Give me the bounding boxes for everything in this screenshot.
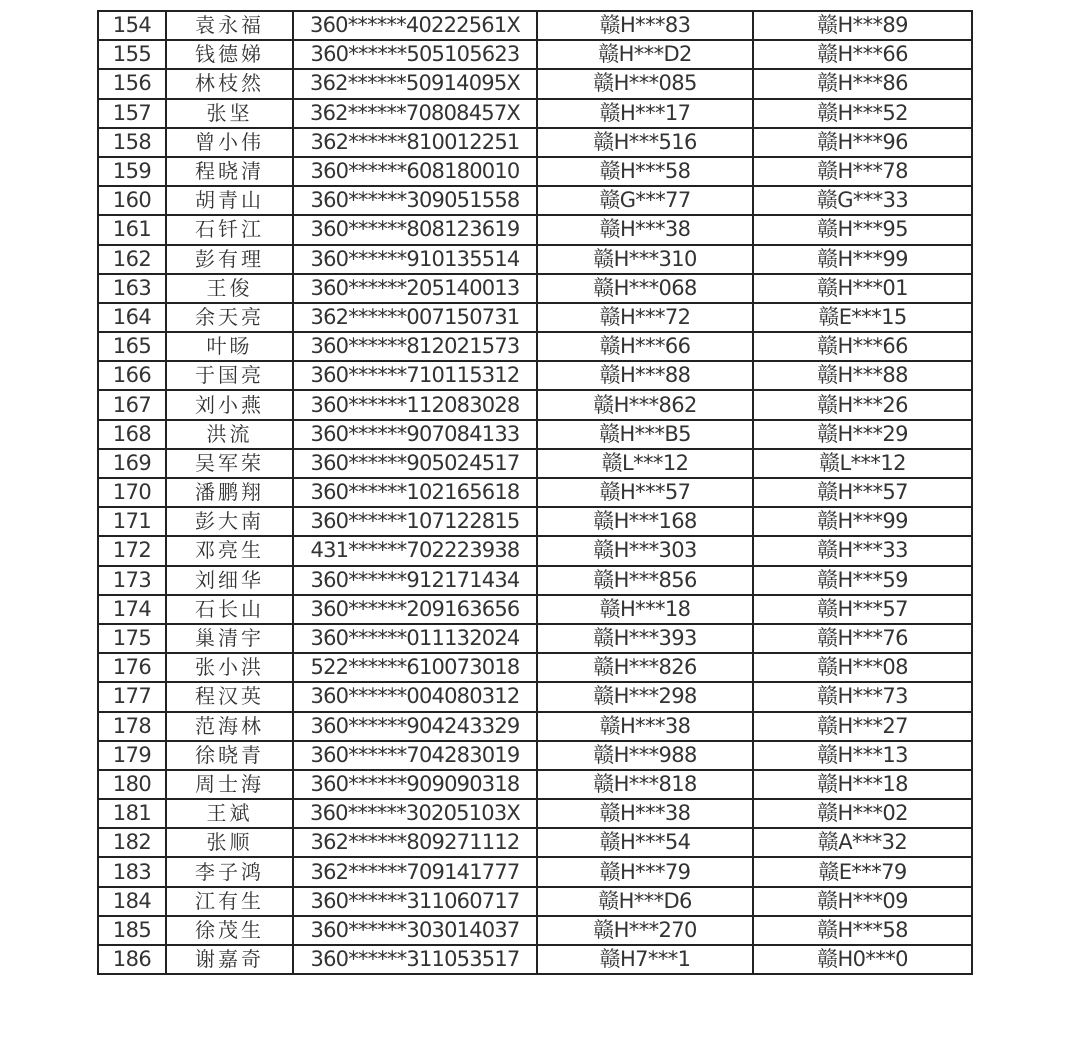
- plate-number-b-cell: 赣H***99: [753, 245, 972, 274]
- row-number-cell: 169: [98, 449, 166, 478]
- row-number-cell: 172: [98, 536, 166, 565]
- table-row: [98, 11, 972, 40]
- row-number-cell: 170: [98, 478, 166, 507]
- plate-number-b-cell: 赣H***01: [753, 274, 972, 303]
- table-row: [98, 449, 972, 478]
- row-number-cell: 182: [98, 828, 166, 857]
- plate-number-a-cell: 赣L***12: [537, 449, 753, 478]
- plate-number-a-cell: 赣H***38: [537, 712, 753, 741]
- row-number-cell: 156: [98, 69, 166, 98]
- person-name-cell: 徐茂生: [166, 916, 293, 945]
- id-number-cell: 360******704283019: [293, 741, 537, 770]
- id-number-cell: 360******309051558: [293, 186, 537, 215]
- person-name-cell: 巢清宇: [166, 624, 293, 653]
- plate-number-a-cell: 赣G***77: [537, 186, 753, 215]
- table-row: [98, 595, 972, 624]
- id-number-cell: 362******007150731: [293, 303, 537, 332]
- id-number-cell: 360******808123619: [293, 215, 537, 244]
- person-name-cell: 袁永福: [166, 11, 293, 40]
- row-number-cell: 155: [98, 40, 166, 69]
- row-number-cell: 164: [98, 303, 166, 332]
- id-number-cell: 522******610073018: [293, 653, 537, 682]
- plate-number-b-cell: 赣H0***0: [753, 945, 972, 974]
- plate-number-a-cell: 赣H***826: [537, 653, 753, 682]
- plate-number-b-cell: 赣E***79: [753, 857, 972, 886]
- row-number-cell: 186: [98, 945, 166, 974]
- row-number-cell: 174: [98, 595, 166, 624]
- person-name-cell: 周士海: [166, 770, 293, 799]
- id-number-cell: 360******812021573: [293, 332, 537, 361]
- plate-number-a-cell: 赣H***54: [537, 828, 753, 857]
- row-number-cell: 180: [98, 770, 166, 799]
- person-name-cell: 吴军荣: [166, 449, 293, 478]
- id-number-cell: 360******30205103X: [293, 799, 537, 828]
- plate-number-b-cell: 赣H***88: [753, 361, 972, 390]
- plate-number-a-cell: 赣H***D6: [537, 887, 753, 916]
- plate-number-b-cell: 赣H***59: [753, 566, 972, 595]
- plate-number-a-cell: 赣H***516: [537, 128, 753, 157]
- person-name-cell: 王斌: [166, 799, 293, 828]
- plate-number-b-cell: 赣H***66: [753, 332, 972, 361]
- row-number-cell: 158: [98, 128, 166, 157]
- row-number-cell: 168: [98, 420, 166, 449]
- id-number-cell: 360******909090318: [293, 770, 537, 799]
- plate-number-b-cell: 赣H***86: [753, 69, 972, 98]
- plate-number-a-cell: 赣H***18: [537, 595, 753, 624]
- person-name-cell: 张坚: [166, 99, 293, 128]
- row-number-cell: 165: [98, 332, 166, 361]
- table-row: [98, 157, 972, 186]
- id-number-cell: 360******904243329: [293, 712, 537, 741]
- plate-number-b-cell: 赣H***73: [753, 682, 972, 711]
- row-number-cell: 183: [98, 857, 166, 886]
- row-number-cell: 154: [98, 11, 166, 40]
- table-row: [98, 303, 972, 332]
- row-number-cell: 157: [98, 99, 166, 128]
- plate-number-a-cell: 赣H***17: [537, 99, 753, 128]
- id-number-cell: 360******112083028: [293, 390, 537, 419]
- row-number-cell: 173: [98, 566, 166, 595]
- table-row: [98, 245, 972, 274]
- id-number-cell: 360******107122815: [293, 507, 537, 536]
- plate-number-a-cell: 赣H***818: [537, 770, 753, 799]
- id-number-cell: 362******50914095X: [293, 69, 537, 98]
- table-row: [98, 799, 972, 828]
- id-number-cell: 360******910135514: [293, 245, 537, 274]
- row-number-cell: 163: [98, 274, 166, 303]
- person-name-cell: 邓亮生: [166, 536, 293, 565]
- plate-number-a-cell: 赣H***270: [537, 916, 753, 945]
- plate-number-a-cell: 赣H***79: [537, 857, 753, 886]
- person-name-cell: 余天亮: [166, 303, 293, 332]
- id-number-cell: 360******205140013: [293, 274, 537, 303]
- table-row: [98, 332, 972, 361]
- table-row: [98, 916, 972, 945]
- id-number-cell: 360******209163656: [293, 595, 537, 624]
- table-row: [98, 566, 972, 595]
- plate-number-b-cell: 赣G***33: [753, 186, 972, 215]
- plate-number-a-cell: 赣H***D2: [537, 40, 753, 69]
- id-number-cell: 360******004080312: [293, 682, 537, 711]
- table-row: [98, 128, 972, 157]
- id-number-cell: 360******311060717: [293, 887, 537, 916]
- person-name-cell: 刘小燕: [166, 390, 293, 419]
- id-number-cell: 362******810012251: [293, 128, 537, 157]
- person-name-cell: 谢嘉奇: [166, 945, 293, 974]
- table-row: [98, 40, 972, 69]
- plate-number-a-cell: 赣H***393: [537, 624, 753, 653]
- person-name-cell: 胡青山: [166, 186, 293, 215]
- row-number-cell: 160: [98, 186, 166, 215]
- plate-number-a-cell: 赣H***72: [537, 303, 753, 332]
- table-row: [98, 99, 972, 128]
- plate-number-b-cell: 赣H***27: [753, 712, 972, 741]
- row-number-cell: 179: [98, 741, 166, 770]
- table-row: [98, 390, 972, 419]
- person-name-cell: 彭大南: [166, 507, 293, 536]
- plate-number-b-cell: 赣H***02: [753, 799, 972, 828]
- plate-number-b-cell: 赣H***95: [753, 215, 972, 244]
- plate-number-a-cell: 赣H***988: [537, 741, 753, 770]
- table-row: [98, 215, 972, 244]
- table-row: [98, 857, 972, 886]
- plate-number-b-cell: 赣H***26: [753, 390, 972, 419]
- plate-number-a-cell: 赣H***068: [537, 274, 753, 303]
- plate-number-a-cell: 赣H***66: [537, 332, 753, 361]
- plate-number-a-cell: 赣H***83: [537, 11, 753, 40]
- id-number-cell: 360******905024517: [293, 449, 537, 478]
- plate-number-b-cell: 赣H***76: [753, 624, 972, 653]
- row-number-cell: 181: [98, 799, 166, 828]
- table-row: [98, 420, 972, 449]
- id-number-cell: 362******809271112: [293, 828, 537, 857]
- roster-table-body: [98, 11, 972, 974]
- person-name-cell: 李子鸿: [166, 857, 293, 886]
- person-name-cell: 石长山: [166, 595, 293, 624]
- plate-number-b-cell: 赣A***32: [753, 828, 972, 857]
- plate-number-b-cell: 赣L***12: [753, 449, 972, 478]
- person-name-cell: 张顺: [166, 828, 293, 857]
- plate-number-b-cell: 赣H***13: [753, 741, 972, 770]
- plate-number-a-cell: 赣H***085: [537, 69, 753, 98]
- plate-number-b-cell: 赣H***29: [753, 420, 972, 449]
- table-row: [98, 478, 972, 507]
- person-name-cell: 江有生: [166, 887, 293, 916]
- table-row: [98, 712, 972, 741]
- table-row: [98, 770, 972, 799]
- plate-number-b-cell: 赣H***66: [753, 40, 972, 69]
- plate-number-a-cell: 赣H***58: [537, 157, 753, 186]
- row-number-cell: 185: [98, 916, 166, 945]
- row-number-cell: 167: [98, 390, 166, 419]
- plate-number-a-cell: 赣H***856: [537, 566, 753, 595]
- table-row: [98, 274, 972, 303]
- table-row: [98, 69, 972, 98]
- row-number-cell: 162: [98, 245, 166, 274]
- id-number-cell: 360******907084133: [293, 420, 537, 449]
- plate-number-b-cell: 赣H***18: [753, 770, 972, 799]
- row-number-cell: 171: [98, 507, 166, 536]
- plate-number-a-cell: 赣H***168: [537, 507, 753, 536]
- person-name-cell: 潘鹏翔: [166, 478, 293, 507]
- person-name-cell: 洪流: [166, 420, 293, 449]
- plate-number-a-cell: 赣H***38: [537, 799, 753, 828]
- table-row: [98, 536, 972, 565]
- plate-number-a-cell: 赣H***B5: [537, 420, 753, 449]
- table-row: [98, 624, 972, 653]
- id-number-cell: 360******40222561X: [293, 11, 537, 40]
- person-name-cell: 王俊: [166, 274, 293, 303]
- person-name-cell: 曾小伟: [166, 128, 293, 157]
- plate-number-a-cell: 赣H***88: [537, 361, 753, 390]
- table-row: [98, 186, 972, 215]
- plate-number-b-cell: 赣E***15: [753, 303, 972, 332]
- plate-number-a-cell: 赣H***303: [537, 536, 753, 565]
- plate-number-b-cell: 赣H***57: [753, 478, 972, 507]
- roster-table: [97, 10, 973, 975]
- plate-number-a-cell: 赣H***38: [537, 215, 753, 244]
- id-number-cell: 360******311053517: [293, 945, 537, 974]
- person-name-cell: 范海林: [166, 712, 293, 741]
- person-name-cell: 林枝然: [166, 69, 293, 98]
- row-number-cell: 161: [98, 215, 166, 244]
- plate-number-a-cell: 赣H***298: [537, 682, 753, 711]
- plate-number-b-cell: 赣H***52: [753, 99, 972, 128]
- id-number-cell: 360******011132024: [293, 624, 537, 653]
- person-name-cell: 石钎江: [166, 215, 293, 244]
- table-row: [98, 828, 972, 857]
- table-row: [98, 887, 972, 916]
- plate-number-b-cell: 赣H***96: [753, 128, 972, 157]
- person-name-cell: 叶旸: [166, 332, 293, 361]
- id-number-cell: 360******608180010: [293, 157, 537, 186]
- row-number-cell: 177: [98, 682, 166, 711]
- id-number-cell: 360******912171434: [293, 566, 537, 595]
- person-name-cell: 徐晓青: [166, 741, 293, 770]
- table-row: [98, 682, 972, 711]
- person-name-cell: 程汉英: [166, 682, 293, 711]
- plate-number-b-cell: 赣H***09: [753, 887, 972, 916]
- id-number-cell: 362******70808457X: [293, 99, 537, 128]
- person-name-cell: 刘细华: [166, 566, 293, 595]
- plate-number-b-cell: 赣H***08: [753, 653, 972, 682]
- row-number-cell: 175: [98, 624, 166, 653]
- plate-number-a-cell: 赣H***310: [537, 245, 753, 274]
- table-row: [98, 653, 972, 682]
- id-number-cell: 431******702223938: [293, 536, 537, 565]
- plate-number-b-cell: 赣H***78: [753, 157, 972, 186]
- id-number-cell: 360******710115312: [293, 361, 537, 390]
- table-row: [98, 741, 972, 770]
- id-number-cell: 360******303014037: [293, 916, 537, 945]
- plate-number-a-cell: 赣H***862: [537, 390, 753, 419]
- row-number-cell: 176: [98, 653, 166, 682]
- row-number-cell: 166: [98, 361, 166, 390]
- table-row: [98, 945, 972, 974]
- plate-number-a-cell: 赣H7***1: [537, 945, 753, 974]
- id-number-cell: 360******505105623: [293, 40, 537, 69]
- person-name-cell: 彭有理: [166, 245, 293, 274]
- person-name-cell: 张小洪: [166, 653, 293, 682]
- table-row: [98, 361, 972, 390]
- person-name-cell: 程晓清: [166, 157, 293, 186]
- id-number-cell: 362******709141777: [293, 857, 537, 886]
- plate-number-b-cell: 赣H***99: [753, 507, 972, 536]
- plate-number-b-cell: 赣H***57: [753, 595, 972, 624]
- row-number-cell: 184: [98, 887, 166, 916]
- table-row: [98, 507, 972, 536]
- person-name-cell: 钱德娣: [166, 40, 293, 69]
- plate-number-b-cell: 赣H***89: [753, 11, 972, 40]
- plate-number-b-cell: 赣H***58: [753, 916, 972, 945]
- id-number-cell: 360******102165618: [293, 478, 537, 507]
- person-name-cell: 于国亮: [166, 361, 293, 390]
- plate-number-a-cell: 赣H***57: [537, 478, 753, 507]
- row-number-cell: 159: [98, 157, 166, 186]
- row-number-cell: 178: [98, 712, 166, 741]
- plate-number-b-cell: 赣H***33: [753, 536, 972, 565]
